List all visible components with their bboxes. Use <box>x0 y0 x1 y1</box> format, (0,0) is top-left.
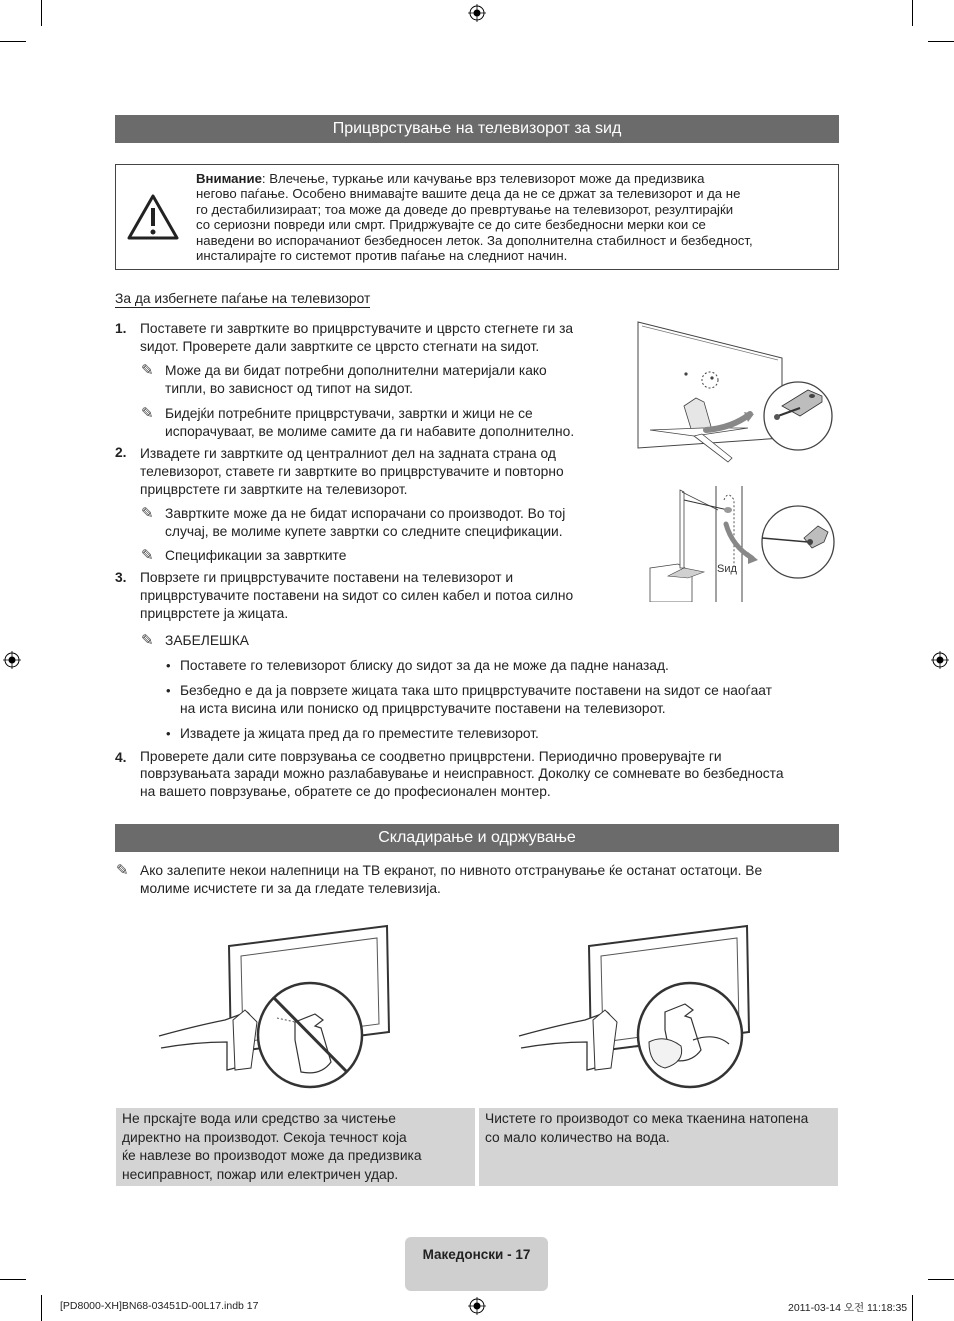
step-number: 4. <box>115 750 127 765</box>
section-title-wall-mount: Прицврстување на телевизорот за ѕид <box>115 115 839 143</box>
bullet-dot: • <box>166 658 171 673</box>
pencil-note-icon: ✎ <box>141 547 154 564</box>
note-line: испорачуваат, ве молиме самите да ги набавите дополнително. <box>165 424 575 439</box>
wall-label: Ѕид <box>717 563 737 575</box>
caption-line: директно на производот. Секоја течност која <box>122 1129 407 1145</box>
note-line: случај, ве молиме купете завртки со следните спецификации. <box>165 524 563 539</box>
bullet-line: Извадете ја жицата пред да го преместите телевизорот. <box>180 726 539 741</box>
step-number: 1. <box>115 321 127 336</box>
pencil-note-icon: ✎ <box>141 405 154 422</box>
crop-mark <box>912 1295 913 1321</box>
cleaning-spray-prohibited-illustration <box>155 922 395 1092</box>
warning-line: наведени во испорачаниот безбедносен леток. За дополнителна стабилност и безбедност, <box>196 232 753 248</box>
note-line: Бидејќи потребните прицврстувачи, завртки и жици не се <box>165 406 533 421</box>
warning-triangle-icon <box>126 193 180 241</box>
crop-mark <box>41 1295 42 1321</box>
bullet-dot: • <box>166 683 171 698</box>
cleaning-cloth-illustration <box>515 922 755 1092</box>
tv-bracket-illustration <box>632 318 838 478</box>
note-heading: ЗАБЕЛЕШКА <box>165 633 249 648</box>
registration-mark-icon <box>468 1297 486 1315</box>
warning-line: со сериозни повреди или смрт. Придржувајте се до сите безбедносни мерки кои се <box>196 217 706 233</box>
storage-note-line: Ако залепите некои налепници на ТВ екранот, по нивното отстранување ќе останат остатоци. Ве <box>140 863 763 878</box>
step2-line: прицврстете ги завртките на телевизорот. <box>140 482 408 497</box>
note-line: Завртките може да не бидат испорачани со производот. Во тој <box>165 506 566 521</box>
pencil-note-icon: ✎ <box>116 862 129 879</box>
caption-prohibited <box>116 1108 475 1186</box>
step2-line: телевизорот, ставете ги завртките во прицврстувачите и повторно <box>140 464 564 479</box>
pencil-note-icon: ✎ <box>141 632 154 649</box>
warning-text <box>196 171 828 263</box>
warning-line: го дестабилизираат; тоа може да доведе до превртување на телевизорот, резултирајќи <box>196 201 734 217</box>
crop-mark <box>0 1279 26 1280</box>
bullet-dot: • <box>166 726 171 741</box>
page-number: Македонски - 17 <box>422 1247 531 1262</box>
page-number-tab <box>405 1237 548 1291</box>
note-line: Може да ви бидат потребни дополнителни материјали како <box>165 363 547 378</box>
step3-line: прицврстете ја жицата. <box>140 606 289 621</box>
bullet-line: Поставете го телевизорот блиску до ѕидот за да не може да падне наназад. <box>180 658 669 673</box>
caption-line: ќе навлезе во производот може да предизвика <box>122 1148 422 1163</box>
bullet-line: Безбедно е да ја поврзете жицата така што прицврстувачите поставени на ѕидот се наоѓаат <box>180 683 772 698</box>
step-number: 2. <box>115 445 127 460</box>
crop-mark <box>0 41 26 42</box>
crop-mark <box>41 0 42 26</box>
note-line: типли, во зависност од типот на ѕидот. <box>165 381 413 396</box>
footer-filename: [PD8000-XH]BN68-03451D-00L17.indb 17 <box>60 1300 259 1312</box>
warning-line: инсталирајте го системот против паѓање на следниот начин. <box>196 248 568 264</box>
pencil-note-icon: ✎ <box>141 505 154 522</box>
step4-line: Проверете дали сите поврзувања се соодветно прицврстени. Периодично проверувајте ги <box>140 749 722 764</box>
footer-timestamp: 2011-03-14 오전 11:18:35 <box>788 1302 908 1314</box>
step3-line: прицврстувачите поставени на ѕидот со силен кабел и потоа силно <box>140 588 574 603</box>
crop-mark <box>928 1279 954 1280</box>
pencil-note-icon: ✎ <box>141 362 154 379</box>
crop-mark <box>912 0 913 26</box>
registration-mark-icon <box>931 651 949 669</box>
step2-line: Извадете ги завртките од централниот дел на задната страна од <box>140 446 556 461</box>
step1-line: ѕидот. Проверете дали завртките се цврсто стегнати на ѕидот. <box>140 339 540 354</box>
section-title-storage: Складирање и одржување <box>115 824 839 852</box>
warning-line: : Влечење, туркање или качување врз телевизорот може да предизвика <box>261 171 705 186</box>
warning-line: негово паѓање. Особено внимавајте вашите деца да не се држат за телевизорот и да не <box>196 186 741 202</box>
subheading: За да избегнете паѓање на телевизорот <box>115 291 371 306</box>
warning-box <box>115 164 839 270</box>
wall-cable-illustration <box>648 486 838 602</box>
caption-line: несиправност, пожар или електричен удар. <box>122 1166 399 1182</box>
step1-line: Поставете ги завртките во прицврстувачите и цврсто стегнете ги за <box>140 321 574 336</box>
step4-line: поврзувањата заради можно разлабавување и неисправност. Доколку се сомневате во безбедноста <box>140 766 784 781</box>
crop-mark <box>928 41 954 42</box>
step4-line: на вашето поврзување, обратете се до професионален монтер. <box>140 784 551 799</box>
step3-line: Поврзете ги прицврстувачите поставени на телевизорот и <box>140 570 514 585</box>
step-number: 3. <box>115 570 127 585</box>
caption-recommended <box>479 1108 838 1186</box>
warning-label: Внимание <box>196 171 262 186</box>
caption-line: Не прскајте вода или средство за чистење <box>122 1111 396 1126</box>
storage-note-line: молиме исчистете ги за да гледате телевизија. <box>140 881 441 896</box>
caption-line: Чистете го производот со мека ткаенина натопена <box>485 1111 809 1126</box>
bullet-line: на иста висина или пониско од прицврстувачите поставени на телевизорот. <box>180 701 666 716</box>
registration-mark-icon <box>468 4 486 22</box>
caption-line: со мало количество на вода. <box>485 1129 670 1145</box>
note-line: Спецификации за завртките <box>165 548 347 563</box>
registration-mark-icon <box>3 651 21 669</box>
